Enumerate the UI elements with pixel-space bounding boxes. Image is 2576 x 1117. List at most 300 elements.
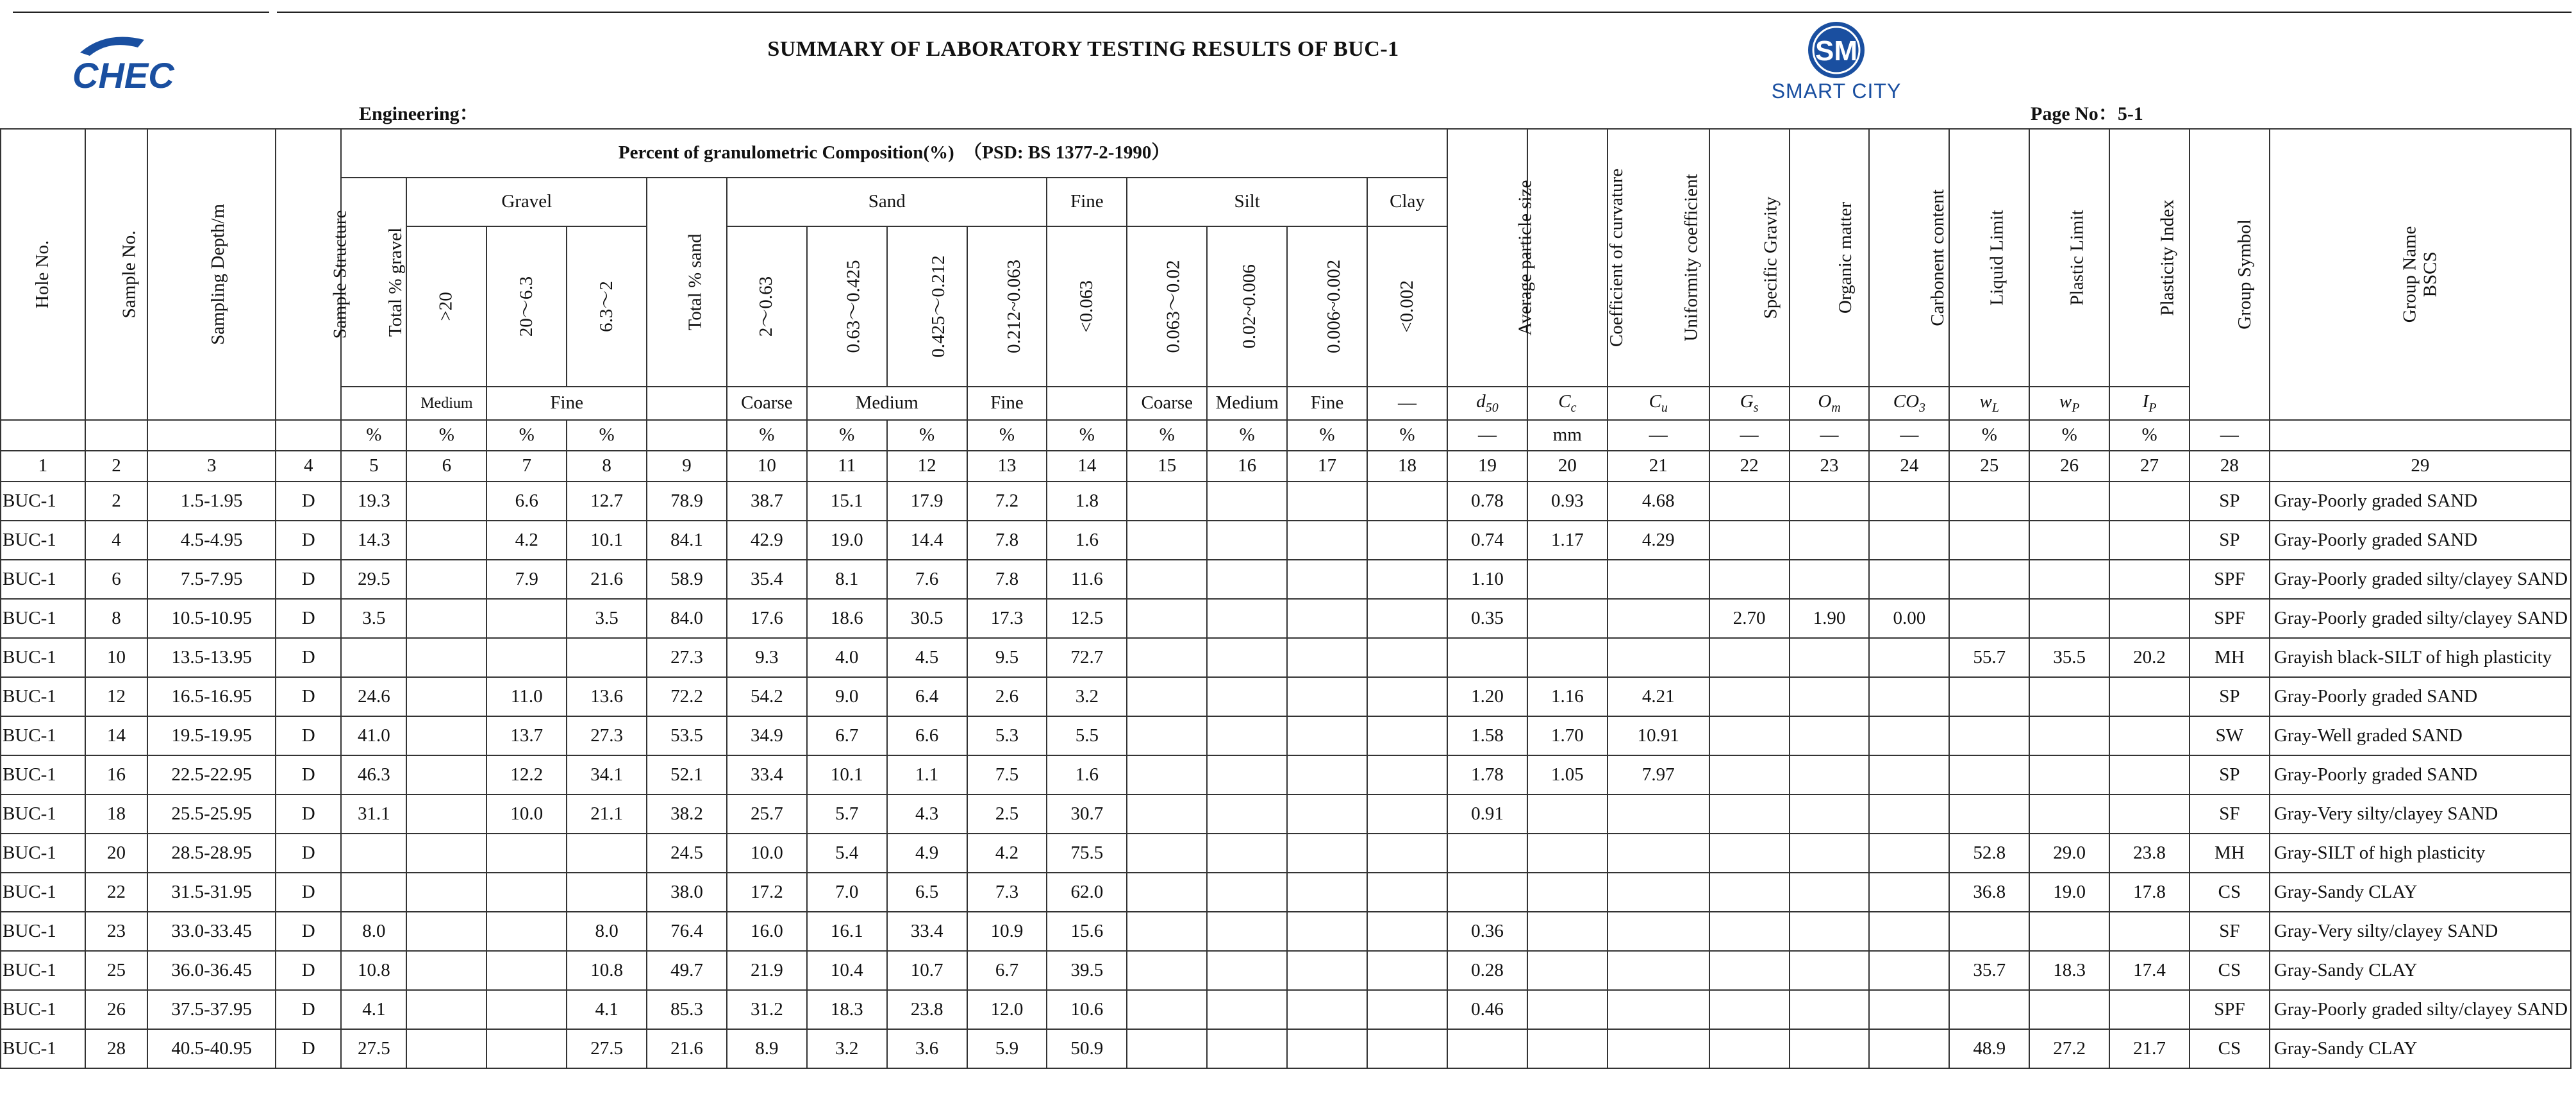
- table-cell: 1.58: [1447, 716, 1527, 755]
- table-cell: [1367, 638, 1447, 677]
- table-cell: [1709, 755, 1790, 794]
- table-cell: 48.9: [1949, 1029, 2029, 1068]
- table-cell: 1.20: [1447, 677, 1527, 716]
- table-cell: 23.8: [887, 990, 967, 1029]
- table-cell: [1127, 912, 1207, 951]
- table-cell: 23: [85, 912, 148, 951]
- col-co3: Carbonent content: [1869, 129, 1949, 387]
- table-cell: 16.1: [807, 912, 887, 951]
- table-row: [1, 873, 2571, 912]
- table-cell: [1790, 482, 1870, 521]
- table-cell: 46.3: [341, 755, 406, 794]
- table-cell: 10.91: [1608, 716, 1709, 755]
- gravel-group: Gravel: [406, 178, 647, 226]
- table-cell: 1.6: [1047, 521, 1127, 560]
- table-cell: 30.7: [1047, 794, 1127, 834]
- unit-cell: —: [1709, 420, 1790, 451]
- unit-cell: %: [727, 420, 807, 451]
- table-cell: [1127, 677, 1207, 716]
- table-cell: 27.3: [567, 716, 647, 755]
- table-cell: 1.16: [1527, 677, 1608, 716]
- column-number: 17: [1287, 451, 1367, 482]
- sub-coarse: Coarse: [727, 387, 807, 420]
- table-cell: SPF: [2190, 560, 2270, 599]
- table-cell: [486, 951, 567, 990]
- table-cell: [1608, 990, 1709, 1029]
- table-cell: [1447, 638, 1527, 677]
- table-cell: [406, 716, 486, 755]
- table-cell: [406, 834, 486, 873]
- table-cell: 72.2: [647, 677, 727, 716]
- table-cell: [2029, 990, 2109, 1029]
- col-group-name: Group Name BSCS: [2270, 129, 2571, 420]
- table-cell: 41.0: [341, 716, 406, 755]
- table-cell: [1447, 834, 1527, 873]
- table-cell: 0.36: [1447, 912, 1527, 951]
- table-cell: 12: [85, 677, 148, 716]
- table-cell: [1207, 1029, 1287, 1068]
- table-cell: 5.5: [1047, 716, 1127, 755]
- table-cell: [1447, 873, 1527, 912]
- table-cell: 10.1: [567, 521, 647, 560]
- column-number: 1: [1, 451, 85, 482]
- report-header: [0, 0, 2576, 128]
- col-wp: Plastic Limit: [2029, 129, 2109, 387]
- table-cell: [1608, 912, 1709, 951]
- table-cell: 14.4: [887, 521, 967, 560]
- sym-d50: $d_{50}$: [1447, 387, 1527, 420]
- table-cell: D: [276, 873, 341, 912]
- table-cell: 6.7: [967, 951, 1047, 990]
- table-cell: 4.2: [486, 521, 567, 560]
- sym-gs: $G_s$: [1709, 387, 1790, 420]
- table-cell: [1447, 1029, 1527, 1068]
- table-cell: 52.1: [647, 755, 727, 794]
- column-number: 7: [486, 451, 567, 482]
- table-cell: 29.5: [341, 560, 406, 599]
- column-number: 13: [967, 451, 1047, 482]
- table-cell: [406, 755, 486, 794]
- table-cell: [1709, 990, 1790, 1029]
- table-cell: D: [276, 677, 341, 716]
- table-cell: [1709, 638, 1790, 677]
- table-cell: MH: [2190, 834, 2270, 873]
- table-cell: Gray-Sandy CLAY: [2270, 1029, 2571, 1068]
- table-cell: 34.1: [567, 755, 647, 794]
- column-number: 27: [2109, 451, 2190, 482]
- results-table: [0, 128, 2572, 1069]
- table-cell: [1869, 873, 1949, 912]
- table-cell: [1949, 560, 2029, 599]
- table-cell: 20.2: [2109, 638, 2190, 677]
- table-cell: [2109, 716, 2190, 755]
- table-row: [1, 638, 2571, 677]
- unit-cell: %: [1207, 420, 1287, 451]
- table-cell: 0.93: [1527, 482, 1608, 521]
- table-cell: [406, 873, 486, 912]
- table-cell: 4.5: [887, 638, 967, 677]
- table-cell: [341, 834, 406, 873]
- table-cell: BUC-1: [1, 834, 85, 873]
- smart-city-text: SMART CITY: [1771, 80, 1902, 103]
- table-cell: 9.5: [967, 638, 1047, 677]
- table-cell: 10.1: [807, 755, 887, 794]
- unit-blank: [85, 420, 148, 451]
- table-cell: [1367, 482, 1447, 521]
- sub-fine4: Fine: [1287, 387, 1367, 420]
- table-cell: 6.6: [486, 482, 567, 521]
- table-cell: [2109, 794, 2190, 834]
- table-cell: 3.5: [567, 599, 647, 638]
- table-cell: 53.5: [647, 716, 727, 755]
- table-cell: [2109, 990, 2190, 1029]
- table-cell: [1869, 521, 1949, 560]
- table-cell: 11.6: [1047, 560, 1127, 599]
- table-cell: Gray-Poorly graded SAND: [2270, 521, 2571, 560]
- table-cell: [1608, 951, 1709, 990]
- table-cell: [1527, 834, 1608, 873]
- col-total-sand: Total % sand: [647, 178, 727, 387]
- table-cell: [1287, 834, 1367, 873]
- table-cell: [1527, 599, 1608, 638]
- table-cell: D: [276, 1029, 341, 1068]
- table-cell: 78.9: [647, 482, 727, 521]
- table-cell: D: [276, 599, 341, 638]
- table-cell: 7.8: [967, 521, 1047, 560]
- table-cell: 17.6: [727, 599, 807, 638]
- table-row: [1, 521, 2571, 560]
- column-number: 15: [1127, 451, 1207, 482]
- table-cell: [1287, 990, 1367, 1029]
- sym-ip: $I_P$: [2109, 387, 2190, 420]
- table-cell: Gray-SILT of high plasticity: [2270, 834, 2571, 873]
- table-cell: 84.0: [647, 599, 727, 638]
- unit-blank: [2270, 420, 2571, 451]
- table-cell: 13.6: [567, 677, 647, 716]
- table-cell: [1869, 755, 1949, 794]
- table-cell: [1949, 482, 2029, 521]
- table-cell: [406, 794, 486, 834]
- table-cell: 21.7: [2109, 1029, 2190, 1068]
- unit-blank: [276, 420, 341, 451]
- table-cell: 0.46: [1447, 990, 1527, 1029]
- table-cell: [1127, 560, 1207, 599]
- col-si2: 0.02~0.006: [1207, 226, 1287, 387]
- table-cell: BUC-1: [1, 638, 85, 677]
- table-cell: [1869, 834, 1949, 873]
- table-cell: [1287, 951, 1367, 990]
- table-cell: BUC-1: [1, 677, 85, 716]
- table-cell: 17.3: [967, 599, 1047, 638]
- column-number: 14: [1047, 451, 1127, 482]
- table-cell: 21.6: [647, 1029, 727, 1068]
- table-cell: 23.8: [2109, 834, 2190, 873]
- table-cell: SPF: [2190, 990, 2270, 1029]
- table-cell: 7.5: [967, 755, 1047, 794]
- table-cell: [1608, 1029, 1709, 1068]
- table-cell: [1790, 677, 1870, 716]
- sym-cu: $C_u$: [1608, 387, 1709, 420]
- column-number: 10: [727, 451, 807, 482]
- table-cell: 10: [85, 638, 148, 677]
- table-cell: [341, 638, 406, 677]
- table-cell: [2109, 912, 2190, 951]
- table-cell: [406, 990, 486, 1029]
- table-cell: 9.0: [807, 677, 887, 716]
- table-cell: [486, 912, 567, 951]
- table-cell: 6.4: [887, 677, 967, 716]
- table-cell: 16: [85, 755, 148, 794]
- col-s3: 0.425～0.212: [887, 226, 967, 387]
- table-cell: [1127, 834, 1207, 873]
- table-cell: SP: [2190, 521, 2270, 560]
- table-cell: 75.5: [1047, 834, 1127, 873]
- table-cell: [2109, 755, 2190, 794]
- table-row: [1, 677, 2571, 716]
- table-cell: [1790, 794, 1870, 834]
- table-row: [1, 482, 2571, 521]
- unit-cell: %: [486, 420, 567, 451]
- column-number: 2: [85, 451, 148, 482]
- table-cell: [1790, 521, 1870, 560]
- table-cell: [1790, 755, 1870, 794]
- table-cell: [406, 1029, 486, 1068]
- table-cell: [1869, 482, 1949, 521]
- table-cell: [1709, 951, 1790, 990]
- table-cell: Grayish black-SILT of high plasticity: [2270, 638, 2571, 677]
- table-cell: [1949, 716, 2029, 755]
- table-cell: 22.5-22.95: [147, 755, 276, 794]
- table-cell: 33.4: [727, 755, 807, 794]
- table-cell: [1127, 1029, 1207, 1068]
- table-cell: 85.3: [647, 990, 727, 1029]
- table-cell: [2029, 482, 2109, 521]
- column-number: 28: [2190, 451, 2270, 482]
- col-wl: Liquid Limit: [1949, 129, 2029, 387]
- table-cell: [1207, 990, 1287, 1029]
- unit-cell: —: [1790, 420, 1870, 451]
- table-cell: [406, 912, 486, 951]
- table-cell: [1127, 755, 1207, 794]
- table-cell: BUC-1: [1, 599, 85, 638]
- table-cell: 1.10: [1447, 560, 1527, 599]
- col-total-gravel: Total % gravel: [341, 178, 406, 387]
- table-cell: [1367, 873, 1447, 912]
- table-cell: [1287, 677, 1367, 716]
- table-cell: D: [276, 951, 341, 990]
- table-cell: 24.6: [341, 677, 406, 716]
- table-cell: [1127, 794, 1207, 834]
- table-row: [1, 716, 2571, 755]
- table-cell: [1367, 677, 1447, 716]
- sub-blank2: [647, 387, 727, 420]
- table-cell: 27.3: [647, 638, 727, 677]
- table-cell: 27.5: [341, 1029, 406, 1068]
- table-cell: [1608, 599, 1709, 638]
- table-cell: [486, 834, 567, 873]
- col-g1: >20: [406, 226, 486, 387]
- table-cell: MH: [2190, 638, 2270, 677]
- table-row: [1, 794, 2571, 834]
- table-cell: 5.4: [807, 834, 887, 873]
- col-cc: Coefficient of curvature: [1527, 129, 1608, 387]
- table-cell: BUC-1: [1, 755, 85, 794]
- table-cell: [1207, 873, 1287, 912]
- table-cell: 12.5: [1047, 599, 1127, 638]
- table-cell: 28.5-28.95: [147, 834, 276, 873]
- table-cell: [1790, 560, 1870, 599]
- table-cell: [1527, 560, 1608, 599]
- col-group-symbol: Group Symbol: [2190, 129, 2270, 420]
- table-cell: [1869, 716, 1949, 755]
- col-hole: Hole No.: [1, 129, 85, 420]
- table-cell: 17.2: [727, 873, 807, 912]
- table-cell: [1127, 521, 1207, 560]
- col-gs: Specific Gravity: [1709, 129, 1790, 387]
- table-cell: 2: [85, 482, 148, 521]
- table-cell: 0.28: [1447, 951, 1527, 990]
- table-cell: [1869, 560, 1949, 599]
- table-cell: [1367, 755, 1447, 794]
- table-cell: [1709, 482, 1790, 521]
- table-cell: CS: [2190, 873, 2270, 912]
- table-cell: D: [276, 990, 341, 1029]
- unit-cell: %: [1287, 420, 1367, 451]
- table-cell: [1367, 834, 1447, 873]
- col-g2: 20～6.3: [486, 226, 567, 387]
- table-cell: D: [276, 638, 341, 677]
- chec-logo: [67, 33, 186, 97]
- unit-cell: %: [1127, 420, 1207, 451]
- table-cell: 38.7: [727, 482, 807, 521]
- column-number-row: [1, 451, 2571, 482]
- table-cell: [1869, 677, 1949, 716]
- unit-cell: —: [1869, 420, 1949, 451]
- table-cell: [1287, 716, 1367, 755]
- table-cell: 7.9: [486, 560, 567, 599]
- table-cell: [1709, 873, 1790, 912]
- table-cell: 19.0: [2029, 873, 2109, 912]
- col-g3: 6.3～2: [567, 226, 647, 387]
- table-cell: 18.3: [2029, 951, 2109, 990]
- header-row-4: [1, 387, 2571, 420]
- table-cell: 4.9: [887, 834, 967, 873]
- clay-group: Clay: [1367, 178, 1447, 226]
- col-structure: Sample Structure: [276, 129, 341, 420]
- table-cell: 1.1: [887, 755, 967, 794]
- table-cell: 10.0: [727, 834, 807, 873]
- table-cell: 4.21: [1608, 677, 1709, 716]
- table-cell: 11.0: [486, 677, 567, 716]
- table-cell: SP: [2190, 482, 2270, 521]
- unit-cell: %: [967, 420, 1047, 451]
- table-cell: [2029, 755, 2109, 794]
- table-cell: 10.0: [486, 794, 567, 834]
- unit-cell: %: [1367, 420, 1447, 451]
- unit-cell: %: [887, 420, 967, 451]
- table-cell: SW: [2190, 716, 2270, 755]
- unit-blank: [1, 420, 85, 451]
- table-cell: D: [276, 912, 341, 951]
- col-depth: Sampling Depth/m: [147, 129, 276, 420]
- table-cell: [1207, 834, 1287, 873]
- table-cell: 4.2: [967, 834, 1047, 873]
- table-cell: 4.1: [567, 990, 647, 1029]
- table-cell: [1790, 834, 1870, 873]
- table-cell: 17.4: [2109, 951, 2190, 990]
- table-cell: 2.6: [967, 677, 1047, 716]
- table-cell: 4.68: [1608, 482, 1709, 521]
- chec-logo-text: CHEC: [72, 55, 174, 96]
- table-cell: BUC-1: [1, 560, 85, 599]
- table-cell: 8.1: [807, 560, 887, 599]
- table-cell: 3.2: [1047, 677, 1127, 716]
- table-cell: 7.6: [887, 560, 967, 599]
- table-cell: 49.7: [647, 951, 727, 990]
- table-cell: 35.4: [727, 560, 807, 599]
- table-cell: [486, 873, 567, 912]
- table-cell: D: [276, 560, 341, 599]
- column-number: 5: [341, 451, 406, 482]
- column-number: 18: [1367, 451, 1447, 482]
- sub-blank: [341, 387, 406, 420]
- table-cell: Gray-Poorly graded SAND: [2270, 677, 2571, 716]
- table-cell: [567, 873, 647, 912]
- table-cell: [1127, 482, 1207, 521]
- table-cell: 7.5-7.95: [147, 560, 276, 599]
- table-cell: D: [276, 716, 341, 755]
- table-cell: 1.90: [1790, 599, 1870, 638]
- table-cell: 38.2: [647, 794, 727, 834]
- table-cell: 16.5-16.95: [147, 677, 276, 716]
- table-cell: 35.7: [1949, 951, 2029, 990]
- table-cell: SF: [2190, 912, 2270, 951]
- table-cell: [1527, 912, 1608, 951]
- table-cell: 36.0-36.45: [147, 951, 276, 990]
- table-cell: [406, 951, 486, 990]
- table-cell: [406, 482, 486, 521]
- table-cell: [1869, 951, 1949, 990]
- table-cell: 12.7: [567, 482, 647, 521]
- table-cell: [1127, 638, 1207, 677]
- unit-cell: —: [2190, 420, 2270, 451]
- table-cell: [1527, 951, 1608, 990]
- table-cell: BUC-1: [1, 951, 85, 990]
- column-number: 26: [2029, 451, 2109, 482]
- column-number: 29: [2270, 451, 2571, 482]
- table-cell: [1367, 521, 1447, 560]
- table-cell: 37.5-37.95: [147, 990, 276, 1029]
- table-cell: [1790, 912, 1870, 951]
- table-cell: 76.4: [647, 912, 727, 951]
- table-cell: [1527, 638, 1608, 677]
- table-cell: Gray-Poorly graded SAND: [2270, 755, 2571, 794]
- table-cell: 13.7: [486, 716, 567, 755]
- table-cell: 18.3: [807, 990, 887, 1029]
- table-cell: 27.5: [567, 1029, 647, 1068]
- table-cell: [1287, 912, 1367, 951]
- table-cell: 3.2: [807, 1029, 887, 1068]
- table-cell: [486, 638, 567, 677]
- table-cell: 33.0-33.45: [147, 912, 276, 951]
- table-cell: 25.5-25.95: [147, 794, 276, 834]
- table-cell: [341, 873, 406, 912]
- table-cell: Gray-Poorly graded SAND: [2270, 482, 2571, 521]
- table-cell: [1709, 1029, 1790, 1068]
- psd-header: Percent of granulometric Composition(%) （PSD: BS 1377-2-1990）: [341, 129, 1447, 178]
- table-cell: [1527, 1029, 1608, 1068]
- table-cell: 15.1: [807, 482, 887, 521]
